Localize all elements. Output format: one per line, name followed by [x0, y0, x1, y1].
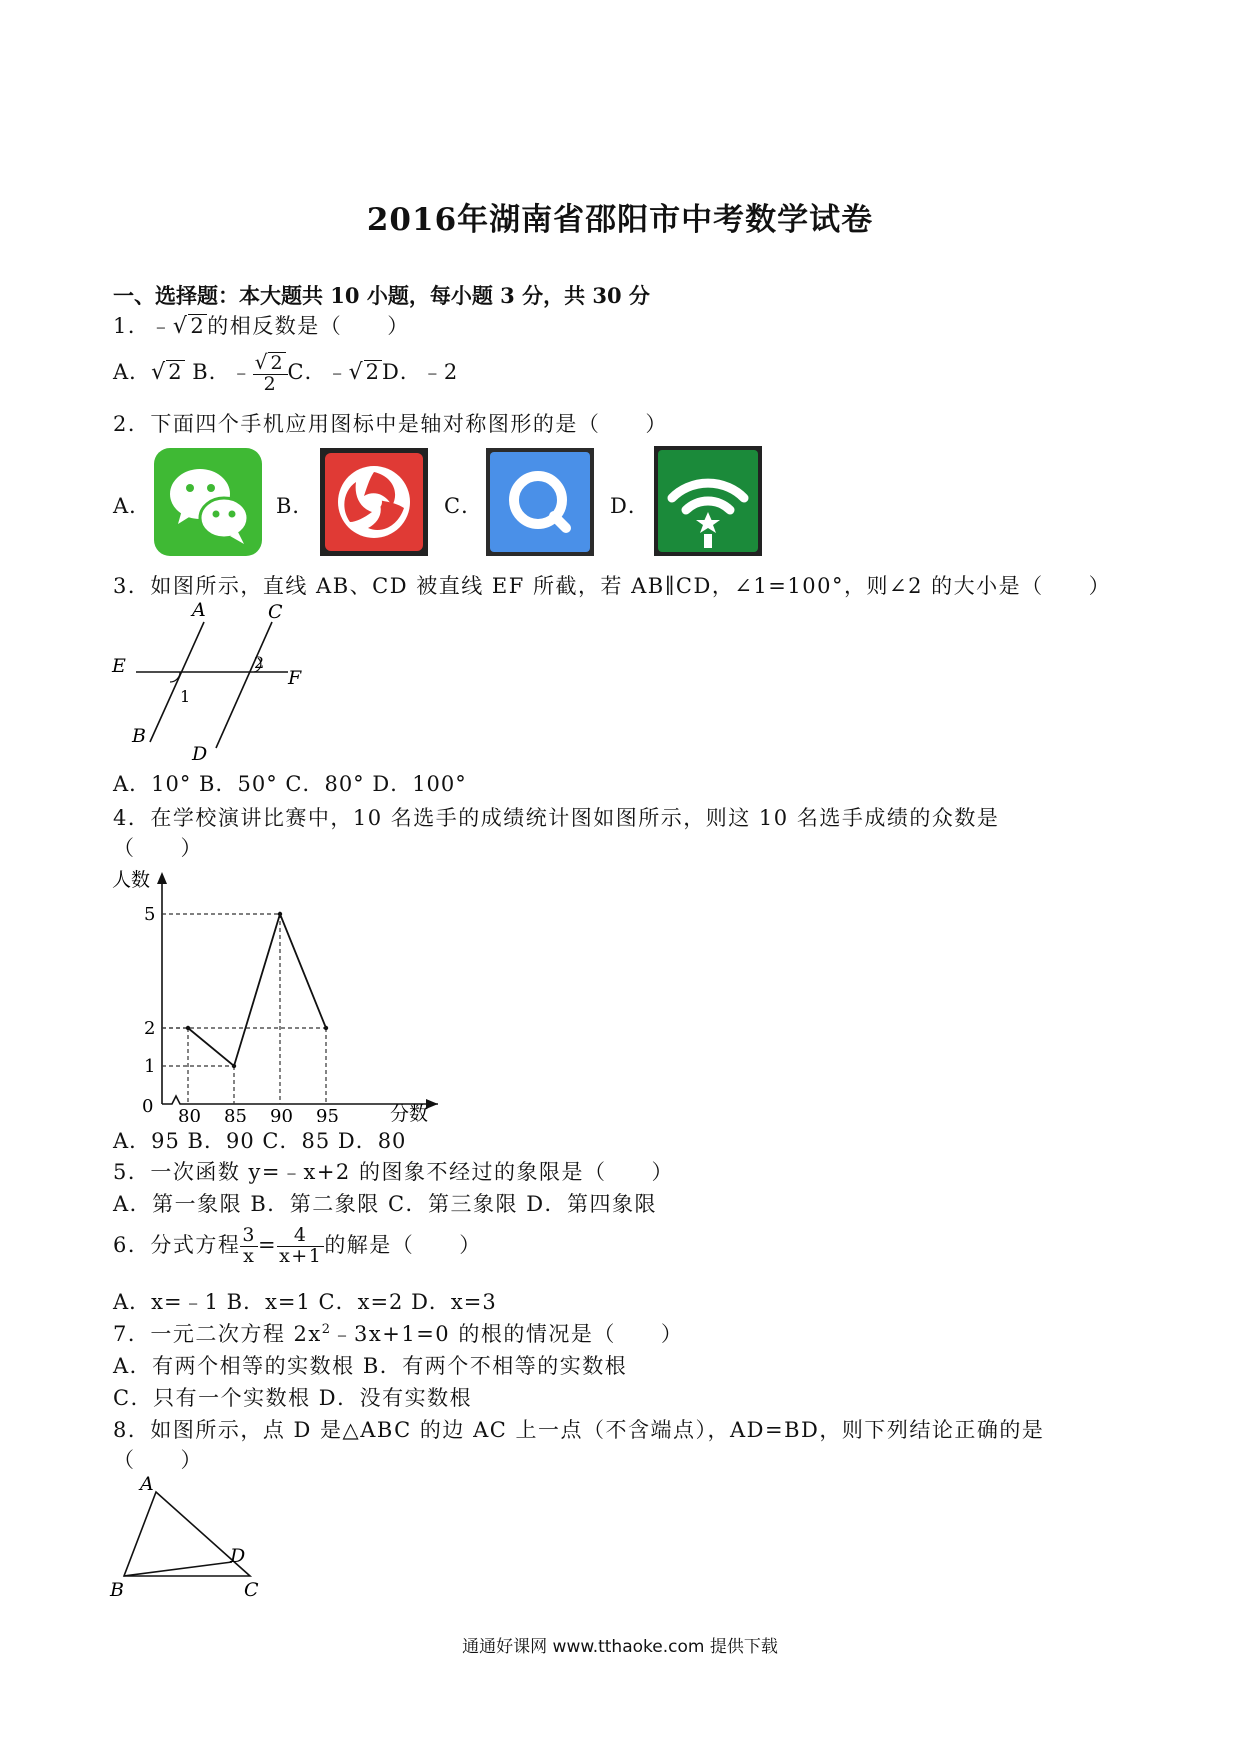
series-line [188, 914, 326, 1066]
q7-options-line2: C．只有一个实数根 D．没有实数根 [113, 1386, 473, 1410]
y-axis-arrow [157, 872, 167, 884]
q2-label-d: D． [610, 494, 650, 518]
y-tick-5: 5 [144, 904, 156, 925]
y-tick-1: 1 [144, 1056, 156, 1077]
q1-option-a-radicand: 2 [168, 359, 183, 384]
label-b: B [132, 725, 146, 747]
q1-option-c-label: C．﹣ [287, 359, 349, 384]
q1-option-b-label: B．﹣ [192, 359, 253, 384]
q6-prefix: 6．分式方程 [113, 1232, 241, 1257]
q6-options: A．x=﹣1 B．x=1 C．x=2 D．x=3 [113, 1290, 497, 1314]
q1-option-c-radicand: 2 [365, 359, 381, 384]
label-d: D [230, 1545, 246, 1567]
label-c: C [268, 601, 283, 623]
q1-prefix: 1．﹣ [113, 314, 173, 338]
q1-option-a-label: A． [113, 359, 152, 384]
q1-option-b-denominator: 2 [263, 372, 277, 395]
q7-suffix: ﹣3x+1=0 的根的情况是（ ） [331, 1322, 684, 1346]
q6-fraction-1 [240, 1226, 258, 1267]
y-tick-2: 2 [144, 1018, 156, 1039]
phoenix-swirl-icon [320, 448, 428, 556]
q7-superscript: 2 [321, 1322, 332, 1337]
data-point-0 [186, 1026, 190, 1030]
question-5: 5．一次函数 y=﹣x+2 的图象不经过的象限是（ ） [113, 1160, 674, 1184]
question-8-line1: 8．如图所示，点 D 是△ABC 的边 AC 上一点（不含端点），AD=BD，则下列结论正确的是 [113, 1418, 1045, 1442]
y-tick-0: 0 [142, 1096, 154, 1117]
q1-option-b-fraction: $\frac{√ 2}{2}$ [253, 352, 288, 395]
wifi-star-icon [654, 446, 762, 556]
q4-options: A．95 B．90 C．85 D．80 [113, 1129, 407, 1153]
label-d: D [192, 743, 208, 762]
q4-score-chart [108, 862, 438, 1122]
section-heading: 一、选择题：本大题共 10 小题，每小题 3 分，共 30 分 [113, 283, 650, 308]
q2-label-b: B． [276, 494, 315, 518]
data-point-1 [232, 1064, 236, 1068]
q6-fraction-2-num: 4 [277, 1226, 324, 1247]
line-cd [216, 622, 272, 748]
question-8-line2: （ ） [113, 1448, 203, 1472]
label-e: E [112, 655, 126, 677]
angle-1-label: 1 [180, 687, 191, 706]
question-4-line1: 4．在学校演讲比赛中，10 名选手的成绩统计图如图所示，则这 10 名选手成绩的众数是 [113, 806, 1000, 830]
q2-label-c: C． [444, 494, 484, 518]
data-point-2 [278, 912, 282, 916]
segment-bd [124, 1562, 232, 1576]
question-1: 1．﹣√2的相反数是（ ） [113, 314, 410, 339]
q3-options: A．10° B．50° C．80° D．100° [113, 772, 467, 796]
q1-options: A．√2 B．﹣ $\frac{√ 2}{2}$ C．﹣√2D．﹣2 [113, 350, 459, 395]
wechat-icon [154, 448, 262, 556]
q6-fraction-2 [277, 1226, 324, 1267]
q3-parallel-lines-figure [108, 600, 308, 762]
q6-fraction-2-den: x+1 [279, 1244, 323, 1267]
x-axis-label: 分数 [390, 1103, 429, 1122]
label-f: F [288, 667, 302, 689]
line-ab [150, 622, 204, 742]
x-tick-80: 80 [178, 1106, 201, 1122]
question-7 [113, 1318, 683, 1348]
data-point-3 [324, 1026, 328, 1030]
angle-2-label: 2 [254, 653, 265, 672]
q8-triangle-figure [108, 1472, 268, 1602]
label-a: A [140, 1473, 154, 1495]
label-b: B [110, 1579, 124, 1601]
q2-label-a: A． [113, 494, 152, 518]
label-c: C [244, 1579, 259, 1601]
q1-option-d: D．﹣2 [382, 359, 459, 384]
q1-suffix: 的相反数是（ ） [207, 314, 410, 338]
y-axis-label: 人数 [112, 869, 151, 891]
label-a: A [192, 600, 206, 621]
q7-prefix: 7．一元二次方程 2x [113, 1322, 322, 1346]
x-tick-85: 85 [224, 1106, 247, 1122]
page-title: 2016年湖南省邵阳市中考数学试卷 [366, 202, 874, 238]
x-tick-95: 95 [316, 1106, 339, 1122]
q1-radicand: 2 [190, 314, 206, 338]
q6-equals: = [257, 1232, 278, 1257]
q1-option-b-numerator: 2 [270, 352, 284, 374]
question-2: 2．下面四个手机应用图标中是轴对称图形的是（ ） [113, 412, 668, 436]
search-q-icon [486, 448, 594, 556]
question-3: 3．如图所示，直线 AB、CD 被直线 EF 所截，若 AB∥CD，∠1=100°，则∠2 的大小是（ ） [113, 574, 1112, 598]
question-6 [113, 1226, 482, 1267]
q5-options: A．第一象限 B．第二象限 C．第三象限 D．第四象限 [113, 1192, 658, 1216]
x-tick-90: 90 [270, 1106, 293, 1122]
footer-note: 通通好课网 www.tthaoke.com 提供下载 [462, 1637, 778, 1657]
q7-options-line1: A．有两个相等的实数根 B．有两个不相等的实数根 [113, 1354, 628, 1378]
question-4-line2: （ ） [113, 836, 203, 860]
q6-suffix: 的解是（ ） [324, 1232, 482, 1257]
q6-fraction-1-den: x [243, 1244, 256, 1267]
q6-fraction-1-num: 3 [242, 1224, 256, 1246]
